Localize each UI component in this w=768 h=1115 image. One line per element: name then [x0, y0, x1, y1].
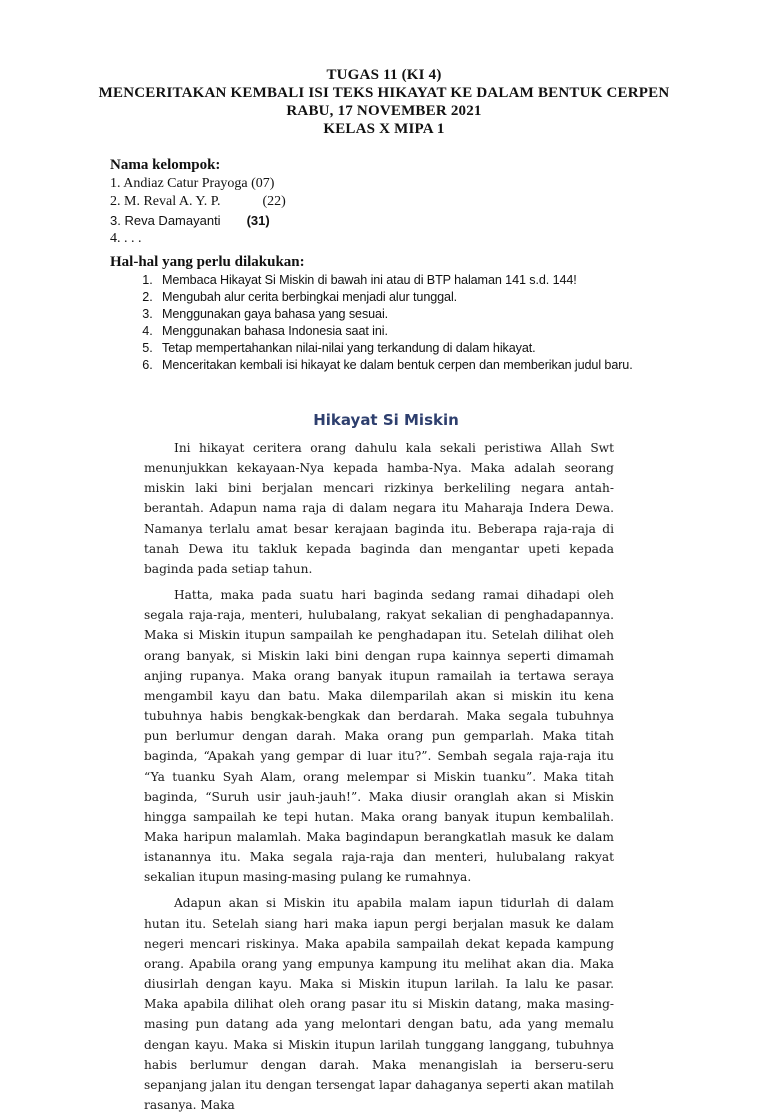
group-label: Nama kelompok:: [110, 157, 221, 173]
group-members: [110, 156, 286, 249]
member-item: 1. Andiaz Catur Prayoga (07): [110, 175, 275, 191]
task-item: 1. Membaca Hikayat Si Miskin di bawah ini atau di BTP halaman 141 s.d. 144!: [156, 272, 710, 289]
story-paragraph: Hatta, maka pada suatu hari baginda sedang ramai dihadapi oleh segala raja-raja, menteri, hulubalang, rakyat sekalian di penghadapannya. Maka si Miskin itupun sampailah ke penghadapan itu. Setelah dilihat oleh orang banyak, si Miskin laki bini dengan rupa kainnya seperti dimamah anjing rupanya. Maka orang banyak itupun ramailah ia tertawa seraya mengambil kayu dan batu. Maka dilemparilah akan si miskin itu kena tubuhnya habis bengkak-bengkak dan berdarah. Maka segala tubuhnya pun berlumur dengan darah. Maka orang pun gemparlah. Maka titah baginda, “Apakah yang gempar di luar itu?”. Sembah segala raja-raja itu “Ya tuanku Syah Alam, orang melempar si Miskin tuanku”. Maka titah baginda, “Suruh usir jauh-jauh!”. Maka diusir oranglah akan si Miskin hingga sampailah ke tepi hutan. Maka orang banyak itupun kembalilah. Maka haripun malamlah. Maka bagindapun berangkatlah masuk ke dalam istanannya itu. Maka segala raja-raja dan menteri, hulubalang rakyat sekalian itupun masing-masing pulang ke rumahnya.: [144, 588, 614, 885]
task-item: 6. Menceritakan kembali isi hikayat ke dalam bentuk cerpen dan memberikan judul baru.: [156, 357, 710, 374]
assignment-subtitle: MENCERITAKAN KEMBALI ISI TEKS HIKAYAT KE DALAM BENTUK CERPEN: [98, 85, 670, 101]
tasks-label: Hal-hal yang perlu dilakukan:: [110, 254, 305, 270]
task-list: [110, 272, 710, 374]
member-item: 3. Reva Damayanti (31): [110, 212, 286, 231]
task-instructions: [110, 254, 710, 374]
member-item: 2. M. Reval A. Y. P. (22): [110, 193, 286, 212]
story-paragraph: Ini hikayat ceritera orang dahulu kala sekali peristiwa Allah Swt menunjukkan kekayaan-Nya kepada hamba-Nya. Maka adalah seorang miskin laki bini berjalan mencari rizkinya berkeliling negara antah-berantah. Adapun nama raja di dalam negara itu Maharaja Indera Dewa. Namanya terlalu amat besar kerajaan baginda itu. Beberapa raja-raja di tanah Dewa itu takluk kepada baginda dan mengantar upeti kepada baginda pada setiap tahun.: [144, 441, 614, 576]
story-title: Hikayat Si Miskin: [313, 411, 459, 429]
task-item: 2. Mengubah alur cerita berbingkai menjadi alur tunggal.: [156, 289, 710, 306]
task-item: 3. Menggunakan gaya bahasa yang sesuai.: [156, 306, 710, 323]
member-name: M. Reval A. Y. P.: [124, 194, 221, 209]
member-name: Andiaz Catur Prayoga (07): [123, 175, 275, 191]
member-name: . . .: [124, 231, 142, 246]
task-item: 4. Menggunakan bahasa Indonesia saat ini.: [156, 323, 710, 340]
member-name: Reva Damayanti: [124, 212, 221, 228]
member-item: 4. . . .: [110, 231, 142, 246]
member-number: (22): [262, 194, 286, 209]
assignment-date: RABU, 17 NOVEMBER 2021: [286, 103, 482, 119]
member-number: (31): [246, 212, 270, 228]
story-excerpt: [144, 411, 614, 1115]
task-item: 5. Tetap mempertahankan nilai-nilai yang terkandung di dalam hikayat.: [156, 340, 710, 357]
document-header: [0, 66, 768, 138]
story-paragraph: Adapun akan si Miskin itu apabila malam iapun tidurlah di dalam hutan itu. Setelah siang hari maka iapun pergi berjalan masuk ke dalam negeri mencari riskinya. Maka apabila sampailah dekat kepada kampung orang. Apabila orang yang empunya kampung itu melihat akan dia. Maka diusirlah dengan kayu. Maka si Miskin itupun larilah. Ia lalu ke pasar. Maka apabila dilihat oleh orang pasar itu si Miskin datang, maka masing-masing pun datang ada yang melontari dengan batu, ada yang memalu dengan kayu. Maka si Miskin itupun larilah tunggang langgang, tubuhnya habis berlumur dengan darah. Maka menangislah ia berseru-seru sepanjang jalan itu dengan tersengat lapar dahaganya seperti akan matilah rasanya. Maka: [144, 896, 614, 1112]
assignment-title: TUGAS 11 (KI 4): [326, 67, 442, 83]
class-name: KELAS X MIPA 1: [323, 121, 445, 137]
